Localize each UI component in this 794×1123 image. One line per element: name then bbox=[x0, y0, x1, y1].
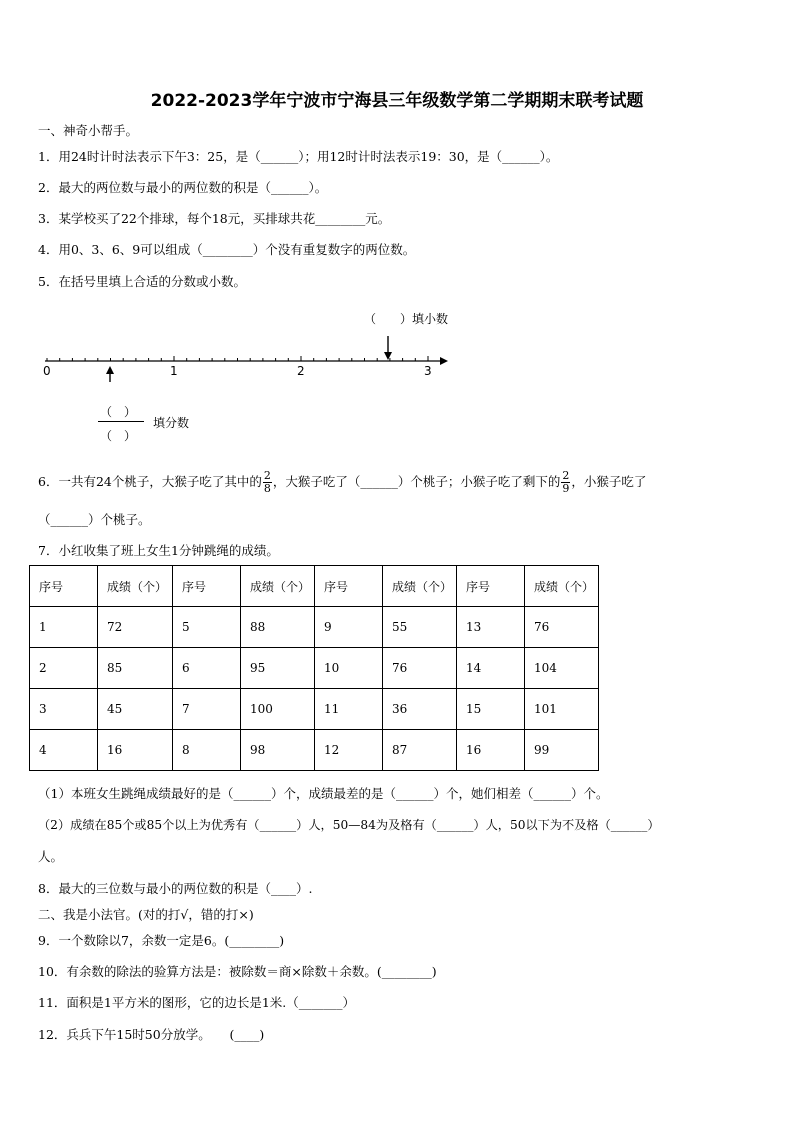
tick-label-0: 0 bbox=[43, 364, 51, 378]
table-row bbox=[30, 607, 599, 648]
tick-label-3: 3 bbox=[424, 364, 432, 378]
header-cell: 序号 bbox=[173, 566, 241, 607]
table-cell: 10 bbox=[315, 648, 383, 689]
table-cell: 76 bbox=[525, 607, 599, 648]
table-cell: 88 bbox=[241, 607, 315, 648]
fraction-numerator: 2 bbox=[263, 469, 271, 482]
table-cell: 14 bbox=[457, 648, 525, 689]
header-cell: 序号 bbox=[30, 566, 98, 607]
question-6-part-1: 6．一共有24个桃子，大猴子吃了其中的 bbox=[38, 474, 262, 489]
table-cell: 7 bbox=[173, 689, 241, 730]
table-cell: 3 bbox=[30, 689, 98, 730]
question-7: 7．小红收集了班上女生1分钟跳绳的成绩。 bbox=[38, 543, 279, 558]
table-cell: 16 bbox=[457, 730, 525, 771]
fraction-numerator-blank: （ ） bbox=[100, 405, 137, 419]
section-1-heading: 一、神奇小帮手。 bbox=[38, 123, 139, 138]
question-3: 3．某学校买了22个排球，每个18元，买排球共花________元。 bbox=[38, 211, 391, 226]
fraction-denominator: 8 bbox=[263, 482, 271, 495]
question-7-part-2-end: 人。 bbox=[38, 849, 64, 864]
question-7-part-1: （1）本班女生跳绳成绩最好的是（______）个，成绩最差的是（______）个，她们相差（______）个。 bbox=[38, 786, 609, 801]
table-cell: 55 bbox=[383, 607, 457, 648]
table-cell: 45 bbox=[98, 689, 173, 730]
table-cell: 9 bbox=[315, 607, 383, 648]
page-title: 2022-2023学年宁波市宁海县三年级数学第二学期期末联考试题 bbox=[150, 91, 644, 111]
question-7-part-2: （2）成绩在85个或85个以上为优秀有（______）人，50—84为及格有（______）人，50以下为不及格（______） bbox=[38, 818, 660, 832]
table-cell: 87 bbox=[383, 730, 457, 771]
table-cell: 2 bbox=[30, 648, 98, 689]
question-1: 1．用24时计时法表示下午3：25，是（______）；用12时计时法表示19：30，是（______）。 bbox=[38, 149, 559, 164]
header-cell: 序号 bbox=[315, 566, 383, 607]
table-cell: 5 bbox=[173, 607, 241, 648]
fraction-prompt: 填分数 bbox=[153, 416, 190, 430]
header-cell: 成绩（个） bbox=[98, 566, 173, 607]
table-cell: 11 bbox=[315, 689, 383, 730]
fraction-numerator: 2 bbox=[562, 469, 570, 482]
table-cell: 4 bbox=[30, 730, 98, 771]
number-line bbox=[40, 330, 460, 382]
table-cell: 15 bbox=[457, 689, 525, 730]
question-6 bbox=[38, 469, 646, 495]
table-header-row bbox=[30, 566, 599, 607]
tick-label-2: 2 bbox=[297, 364, 305, 378]
table-cell: 13 bbox=[457, 607, 525, 648]
table-cell: 16 bbox=[98, 730, 173, 771]
fraction-2-9 bbox=[561, 470, 570, 495]
table-cell: 12 bbox=[315, 730, 383, 771]
table-cell: 98 bbox=[241, 730, 315, 771]
section-2-heading: 二、我是小法官。(对的打√，错的打×) bbox=[38, 907, 254, 922]
header-cell: 成绩（个） bbox=[241, 566, 315, 607]
table-cell: 95 bbox=[241, 648, 315, 689]
question-5: 5．在括号里填上合适的分数或小数。 bbox=[38, 274, 246, 289]
question-10: 10．有余数的除法的验算方法是：被除数＝商×除数＋余数。(________) bbox=[38, 964, 437, 979]
header-cell: 成绩（个） bbox=[383, 566, 457, 607]
question-12: 12．兵兵下午15时50分放学。 (____) bbox=[38, 1027, 265, 1042]
table-row bbox=[30, 689, 599, 730]
table-cell: 104 bbox=[525, 648, 599, 689]
table-cell: 8 bbox=[173, 730, 241, 771]
fraction-denominator-blank: （ ） bbox=[100, 429, 137, 443]
question-6-part-3: ，小猴子吃了 bbox=[571, 474, 647, 489]
fraction-bar bbox=[98, 421, 144, 422]
header-cell: 序号 bbox=[457, 566, 525, 607]
question-6-part-2: ，大猴子吃了（______）个桃子；小猴子吃了剩下的 bbox=[272, 474, 561, 489]
table-cell: 85 bbox=[98, 648, 173, 689]
header-cell: 成绩（个） bbox=[525, 566, 599, 607]
table-row bbox=[30, 648, 599, 689]
table-cell: 99 bbox=[525, 730, 599, 771]
tick-label-1: 1 bbox=[170, 364, 178, 378]
table-cell: 1 bbox=[30, 607, 98, 648]
table-row bbox=[30, 730, 599, 771]
question-11: 11．面积是1平方米的图形，它的边长是1米.（_______） bbox=[38, 995, 356, 1010]
table-cell: 36 bbox=[383, 689, 457, 730]
table-cell: 101 bbox=[525, 689, 599, 730]
question-2: 2．最大的两位数与最小的两位数的积是（______）。 bbox=[38, 180, 328, 195]
question-9: 9．一个数除以7，余数一定是6。(________) bbox=[38, 933, 285, 948]
question-6-line-2: （______）个桃子。 bbox=[38, 512, 151, 527]
question-8: 8．最大的三位数与最小的两位数的积是（____）. bbox=[38, 881, 313, 896]
table-cell: 100 bbox=[241, 689, 315, 730]
question-4: 4．用0、3、6、9可以组成（________）个没有重复数字的两位数。 bbox=[38, 242, 416, 257]
table-cell: 72 bbox=[98, 607, 173, 648]
scores-table bbox=[29, 565, 599, 771]
fraction-denominator: 9 bbox=[562, 482, 570, 495]
decimal-prompt: （ ）填小数 bbox=[364, 312, 449, 326]
table-cell: 76 bbox=[383, 648, 457, 689]
table-cell: 6 bbox=[173, 648, 241, 689]
fraction-2-8 bbox=[263, 470, 272, 495]
